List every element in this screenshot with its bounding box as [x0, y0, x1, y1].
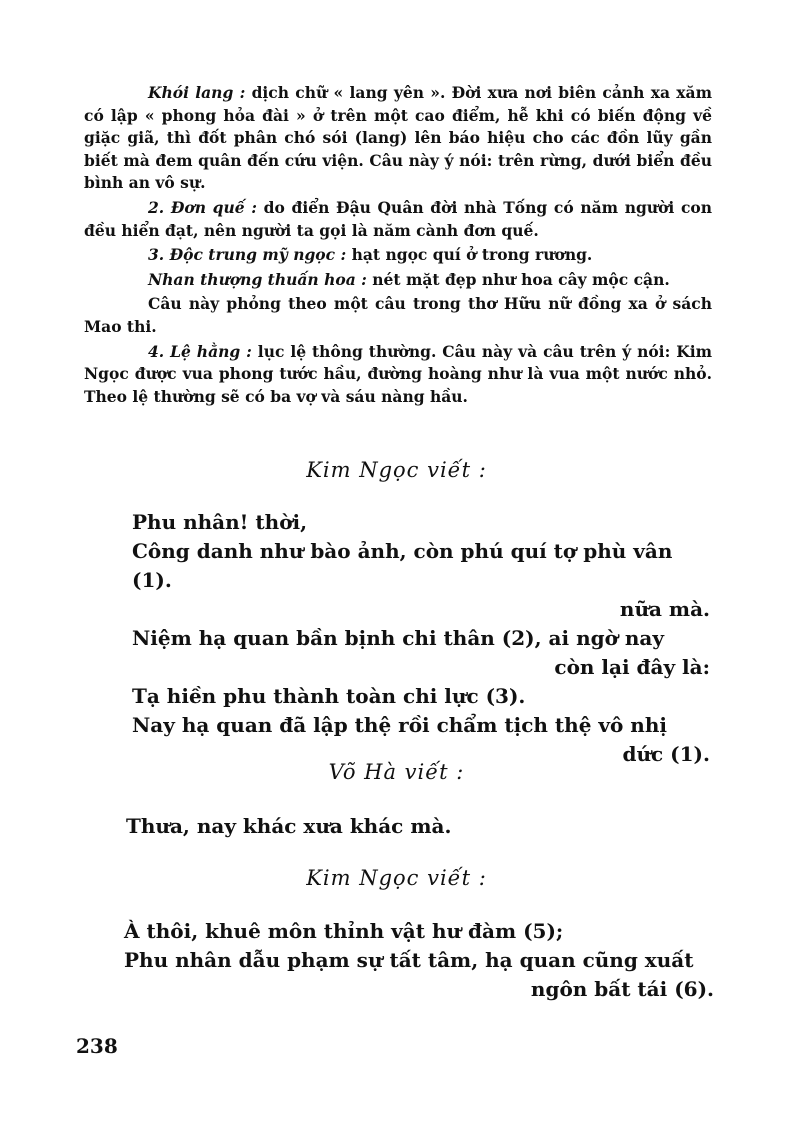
verse-block: [124, 917, 714, 1004]
verse-line: còn lại đây là:: [554, 655, 710, 679]
note-term: 4. Lệ hằng :: [148, 341, 252, 361]
note-term: Khói lang :: [148, 83, 246, 102]
note-text: Câu này phỏng theo một câu trong thơ Hữu nữ đồng xa ở sách Mao thi.: [84, 294, 712, 336]
verse-line: Nay hạ quan đã lập thệ rồi chẩm tịch thệ vô nhị: [132, 713, 667, 737]
note-term: 3. Độc trung mỹ ngọc :: [148, 245, 347, 265]
verse-line: dức (1).: [622, 742, 710, 766]
note-text: hạt ngọc quí ở trong rương.: [346, 245, 593, 265]
note-text: do điển Đậu Quân đời nhà Tống có năm người con đều hiển đạt, nên người ta gọi là năm cành đơn quế.: [84, 197, 712, 240]
note-text: nét mặt đẹp như hoa cây mộc cận.: [366, 269, 670, 289]
verse-line: ngôn bất tái (6).: [530, 977, 714, 1001]
note-text: dịch chữ « lang yên ». Đời xưa nơi biên cảnh xa xăm có lập « phong hỏa đài » ở trên một cao điểm, hễ khi có biến động về giặc giã, thì đốt phân chó sói (lang) lên báo hiệu cho các đồn lũy gần biết mà đem quân đến cứu viện. Câu này ý nói: trên rừng, dưới biển đều bình an vô sự.: [84, 83, 712, 193]
verse-line: Tạ hiền phu thành toàn chi lực (3).: [132, 684, 526, 708]
note-term: 2. Đơn quế :: [148, 197, 258, 217]
note-text: lục lệ thông thường. Câu này và câu trên ý nói: Kim Ngọc được vua phong tước hầu, đường hoàng như là vua một nước nhỏ. Theo lệ thường sẽ có ba vợ và sáu nàng hầu.: [84, 341, 712, 406]
note-3: [84, 244, 712, 267]
footnotes: [84, 82, 712, 410]
page-number: 238: [76, 1034, 118, 1058]
speaker-heading: Kim Ngọc viết :: [306, 866, 487, 890]
note-3c: [84, 293, 712, 338]
note-term: Nhan thượng thuấn hoa :: [148, 269, 367, 289]
verse-block: [132, 508, 710, 769]
verse-line: nữa mà.: [619, 597, 710, 621]
verse-block: [126, 812, 710, 841]
note-2: [84, 197, 712, 242]
verse-line: Phu nhân! thời,: [132, 510, 308, 534]
verse-line: Công danh như bào ảnh, còn phú quí tợ phù vân (1).: [132, 539, 673, 592]
note-1: [84, 82, 712, 195]
speaker-heading: Kim Ngọc viết :: [306, 458, 487, 482]
verse-line: À thôi, khuê môn thỉnh vật hư đàm (5);: [124, 919, 564, 943]
note-3b: [84, 269, 712, 292]
note-4: [84, 341, 712, 409]
verse-line: Phu nhân dẫu phạm sự tất tâm, hạ quan cũng xuất: [124, 948, 694, 972]
verse-line: Niệm hạ quan bần bịnh chi thân (2), ai ngờ nay: [132, 626, 665, 650]
speaker-heading: Võ Hà viết :: [328, 760, 465, 784]
verse-line: Thưa, nay khác xưa khác mà.: [126, 814, 452, 838]
